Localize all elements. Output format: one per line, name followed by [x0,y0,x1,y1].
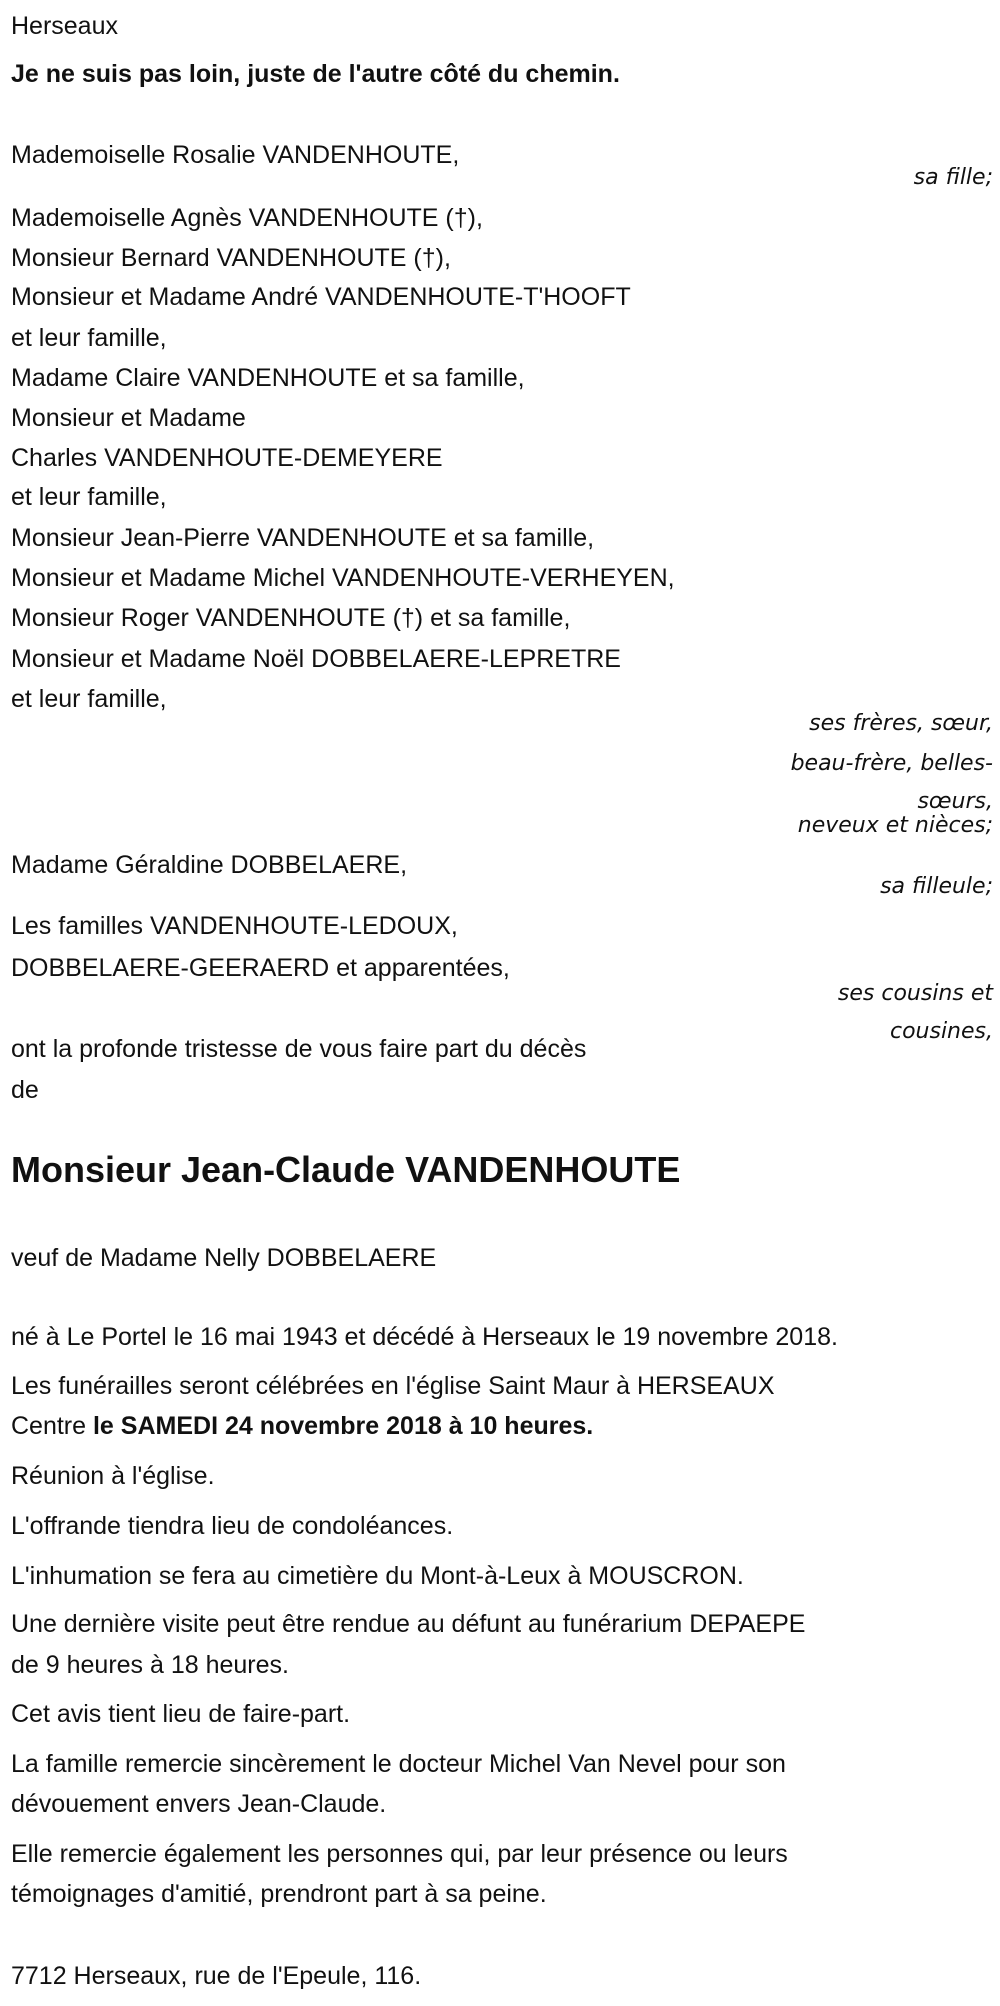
funeral-date: le SAMEDI 24 novembre 2018 à 10 heures. [92,1412,594,1440]
offering: L'offrande tiendra lieu de condoléances. [11,1512,454,1540]
siblings-role: beau-frère, belles- [790,751,993,776]
widower: veuf de Madame Nelly DOBBELAERE [11,1244,437,1272]
deceased-name: Monsieur Jean-Claude VANDENHOUTE [11,1149,681,1190]
visit: Une dernière visite peut être rendue au défunt au funérarium DEPAEPE [11,1610,806,1638]
announce: ont la profonde tristesse de vous faire part du décès [11,1035,587,1063]
thanks: témoignages d'amitié, prendront part à sa peine. [11,1880,547,1908]
siblings-role: sœurs, [917,789,993,814]
sibling: Mademoiselle Agnès VANDENHOUTE (†), [11,204,483,232]
thanks: Elle remercie également les personnes qui, par leur présence ou leurs [11,1840,788,1868]
cousins: DOBBELAERE-GEERAERD et apparentées, [11,954,510,982]
sibling: Monsieur et Madame Noël DOBBELAERE-LEPRETRE [11,645,621,673]
sibling: Monsieur Roger VANDENHOUTE (†) et sa famille, [11,604,571,632]
funeral: Les funérailles seront célébrées en l'église Saint Maur à HERSEAUX [11,1372,775,1400]
goddaughter: Madame Géraldine DOBBELAERE, [11,851,408,879]
sibling: Monsieur Bernard VANDENHOUTE (†), [11,244,451,272]
daughter-role: sa fille; [913,165,993,190]
sibling: Monsieur et Madame Michel VANDENHOUTE-VERHEYEN, [11,564,675,592]
thanks: dévouement envers Jean-Claude. [11,1790,387,1818]
burial: L'inhumation se fera au cimetière du Mont-à-Leux à MOUSCRON. [11,1562,744,1590]
cousins-role: ses cousins et [837,981,993,1006]
notice: Cet avis tient lieu de faire-part. [11,1700,351,1728]
sibling: Monsieur Jean-Pierre VANDENHOUTE et sa famille, [11,524,595,552]
sibling: Madame Claire VANDENHOUTE et sa famille, [11,364,525,392]
sibling: Monsieur et Madame [11,404,246,432]
cousins: Les familles VANDENHOUTE-LEDOUX, [11,912,458,940]
birth-death: né à Le Portel le 16 mai 1943 et décédé à Herseaux le 19 novembre 2018. [11,1323,838,1351]
goddaughter-role: sa filleule; [880,874,993,899]
funeral [11,1406,593,1446]
cousins-role: cousines, [889,1019,993,1044]
daughter: Mademoiselle Rosalie VANDENHOUTE, [11,141,460,169]
visit: de 9 heures à 18 heures. [11,1651,289,1679]
sibling: Monsieur et Madame André VANDENHOUTE-T'HOOFT [11,283,631,311]
sibling: et leur famille, [11,685,167,713]
announce: de [11,1076,39,1104]
sibling: Charles VANDENHOUTE-DEMEYERE [11,444,443,472]
meeting: Réunion à l'église. [11,1462,215,1490]
thanks: La famille remercie sincèrement le docteur Michel Van Nevel pour son [11,1750,786,1778]
address: 7712 Herseaux, rue de l'Epeule, 116. [11,1962,422,1990]
sibling: et leur famille, [11,324,167,352]
quote: Je ne suis pas loin, juste de l'autre côté du chemin. [11,60,620,88]
siblings-role: neveux et nièces; [797,813,993,838]
place: Herseaux [11,12,118,40]
sibling: et leur famille, [11,483,167,511]
siblings-role: ses frères, sœur, [809,711,993,736]
funeral-place: Centre [11,1412,93,1440]
